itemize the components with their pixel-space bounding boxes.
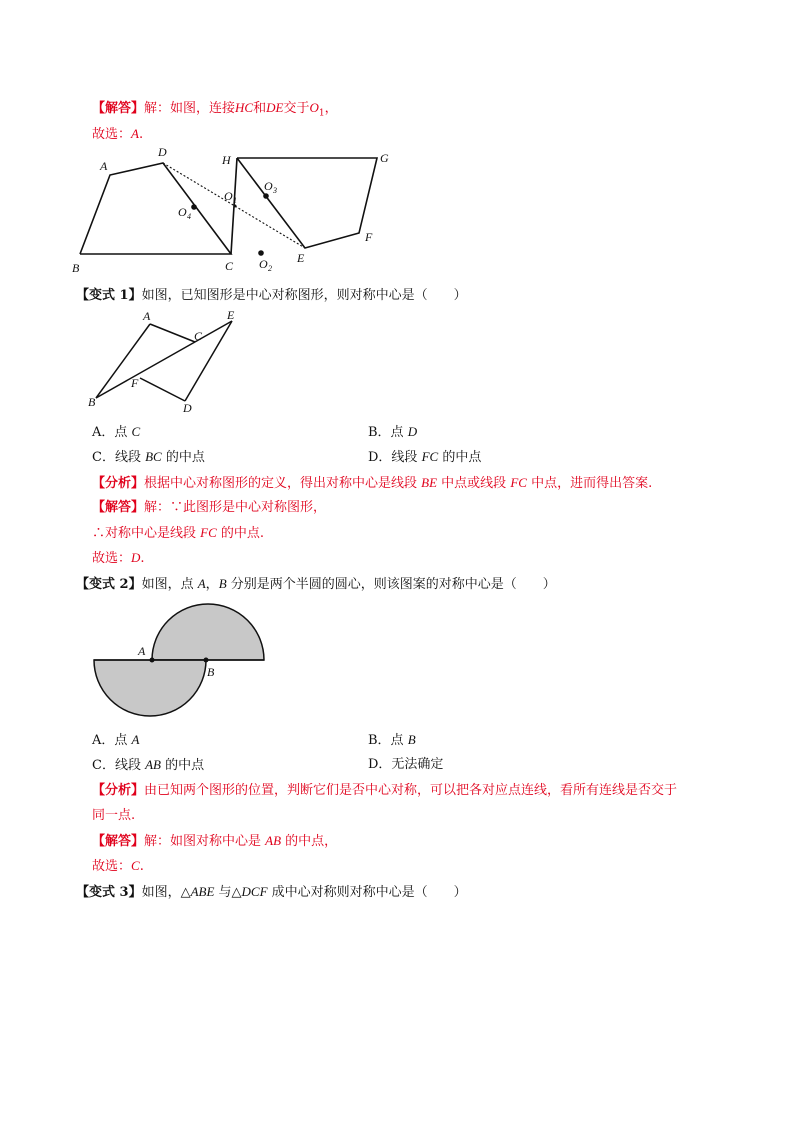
- v1-label-a: A: [143, 309, 151, 323]
- label-o1: O: [224, 189, 233, 203]
- v1-answer-text2b: 的中点.: [216, 526, 265, 541]
- label-o3: O: [264, 179, 273, 193]
- variant3-tag: 【变式 3】: [76, 885, 142, 900]
- v2-option-a-label: A．点: [92, 733, 132, 748]
- v2-option-d-label: D．无法确定: [368, 757, 444, 772]
- v2-option-b-label: B．点: [368, 733, 408, 748]
- point-o1: O: [309, 100, 319, 115]
- v1-analysis-text3: 中点，进而得出答案.: [526, 476, 653, 491]
- label-e: E: [297, 251, 305, 265]
- v2-option-d[interactable]: [368, 756, 443, 774]
- v2-answer-text1: 解：如图对称中心是: [144, 834, 266, 849]
- v2-option-b[interactable]: [368, 731, 416, 750]
- choose-value: A: [131, 126, 139, 141]
- v1-analysis: [92, 474, 652, 493]
- and-text: 和: [253, 101, 267, 116]
- comma: ，: [324, 101, 338, 116]
- top-answer-line: [92, 99, 338, 123]
- v2-option-a[interactable]: [92, 731, 139, 750]
- figure-variant2-semicircles: [90, 600, 270, 725]
- figure-symmetric-shapes: [60, 140, 420, 280]
- v2-answer: [92, 832, 337, 851]
- label-h: H: [222, 153, 231, 167]
- v2-option-c[interactable]: [92, 756, 204, 775]
- v3-q-abe: ABE: [190, 884, 215, 899]
- v1-option-d-value: FC: [421, 449, 439, 464]
- lower-semicircle: [94, 660, 206, 716]
- label-o4: O: [178, 205, 187, 219]
- v1-answer-fc: FC: [200, 525, 217, 540]
- v1-option-c-value: BC: [145, 449, 162, 464]
- v2-option-a-value: A: [131, 732, 140, 747]
- v1-analysis-be: BE: [421, 475, 438, 490]
- label-g: G: [380, 151, 389, 165]
- v2-q-text2: 分别是两个半圆的圆心，则该图案的对称中心是（ ）: [226, 577, 556, 592]
- v1-choose-prefix: 故选：: [92, 551, 132, 566]
- v1-label-d: D: [183, 401, 192, 415]
- v1-analysis-text2: 中点或线段: [437, 476, 511, 491]
- upper-semicircle: [152, 604, 264, 660]
- choose-period: .: [138, 127, 144, 142]
- v1-choose-value: D: [131, 550, 141, 565]
- v1-choose-period: .: [140, 551, 145, 566]
- v2-label-a: A: [138, 644, 146, 658]
- label-b: B: [72, 261, 80, 275]
- point-b: [204, 658, 209, 663]
- v1-choose: [92, 549, 145, 568]
- left-shape-outline: [80, 163, 231, 254]
- v1-option-d[interactable]: [368, 448, 481, 467]
- v2-answer-text2: 的中点，: [281, 834, 338, 849]
- right-shape-outline: [237, 158, 377, 248]
- v2-q-a: A: [197, 576, 206, 591]
- v1-answer-tag: 【解答】: [92, 500, 145, 515]
- v1-option-b-value: D: [407, 424, 418, 439]
- v1-analysis-fc: FC: [510, 475, 527, 490]
- v1-analysis-text1: 根据中心对称图形的定义，得出对称中心是线段: [144, 476, 422, 491]
- label-o1-sub: 1: [233, 196, 237, 205]
- variant1-question-text: 如图，已知图形是中心对称图形，则对称中心是（ ）: [141, 288, 467, 303]
- v2-answer-ab: AB: [265, 833, 282, 848]
- figure-variant1-parallelograms: [80, 305, 250, 415]
- v1-label-b: B: [88, 395, 96, 409]
- v1-option-a[interactable]: [92, 423, 140, 442]
- v2-analysis-text2: 同一点.: [92, 808, 136, 823]
- v1-option-b[interactable]: [368, 423, 417, 442]
- v1-option-a-label: A．点: [92, 425, 132, 440]
- v2-label-b: B: [207, 665, 215, 679]
- v3-q-text2: 与△: [214, 885, 242, 900]
- v1-analysis-tag: 【分析】: [92, 476, 145, 491]
- v2-q-text1: 如图，点: [141, 577, 198, 592]
- v3-q-text3: 成中心对称则对称中心是（ ）: [267, 885, 467, 900]
- v1-option-c-label: C．线段: [92, 450, 146, 465]
- point-o4: [191, 204, 197, 210]
- v1-option-c-post: 的中点: [161, 450, 205, 465]
- v1-option-d-post: 的中点: [438, 450, 482, 465]
- segment-hc: HC: [235, 100, 254, 115]
- label-a: A: [100, 159, 108, 173]
- v2-choose-prefix: 故选：: [92, 859, 132, 874]
- segment-de: DE: [266, 100, 284, 115]
- v1-label-c: C: [194, 329, 203, 343]
- v2-choose: [92, 857, 144, 876]
- v1-label-f: F: [131, 376, 139, 390]
- v1-answer-2: [92, 524, 264, 543]
- point-o1-sub: 1: [318, 108, 325, 119]
- point-o3: [263, 193, 269, 199]
- v2-q-b: B: [218, 576, 227, 591]
- v2-analysis-tag: 【分析】: [92, 783, 145, 798]
- label-f: F: [365, 230, 373, 244]
- v1-option-a-value: C: [131, 424, 141, 439]
- v2-q-comma: ，: [205, 577, 219, 592]
- v1-answer-1: [92, 499, 326, 517]
- v2-analysis-2: [92, 807, 135, 825]
- variant2-tag: 【变式 2】: [76, 577, 142, 592]
- v1-option-c[interactable]: [92, 448, 205, 467]
- variant2-question: [76, 575, 556, 594]
- v2-option-c-label: C．线段: [92, 758, 146, 773]
- variant1-question: [76, 287, 467, 305]
- v2-analysis-1: [92, 782, 677, 800]
- v2-option-b-value: B: [407, 732, 416, 747]
- v2-choose-period: .: [139, 859, 144, 874]
- label-o4-sub: 4: [187, 212, 191, 221]
- v1-option-b-label: B．点: [368, 425, 408, 440]
- choose-prefix: 故选：: [92, 127, 132, 142]
- answer-tag: 【解答】: [92, 101, 145, 116]
- label-o2: O: [259, 257, 268, 271]
- point-a: [150, 658, 155, 663]
- v2-option-c-value: AB: [145, 757, 161, 772]
- variant3-question: [76, 883, 467, 902]
- v2-choose-value: C: [131, 858, 140, 873]
- answer-text: 解：如图，连接: [144, 101, 236, 116]
- v1-answer-text1: 解：∵此图形是中心对称图形，: [144, 500, 327, 515]
- intersect-text: 交于: [283, 101, 310, 116]
- v3-q-text1: 如图，△: [141, 885, 191, 900]
- v1-answer-text2a: ∴对称中心是线段: [92, 526, 201, 541]
- v3-q-dcf: DCF: [241, 884, 268, 899]
- point-o2: [258, 250, 264, 256]
- label-d: D: [158, 145, 167, 159]
- label-o3-sub: 3: [273, 186, 277, 195]
- v2-option-c-post: 的中点: [160, 758, 205, 773]
- v1-label-e: E: [227, 308, 235, 322]
- v2-answer-tag: 【解答】: [92, 834, 145, 849]
- label-c: C: [225, 259, 234, 273]
- v1-option-d-label: D．线段: [368, 450, 422, 465]
- variant1-tag: 【变式 1】: [76, 288, 142, 303]
- label-o2-sub: 2: [268, 264, 272, 273]
- v2-analysis-text1: 由已知两个图形的位置，判断它们是否中心对称，可以把各对应点连线，看所有连线是否交于: [144, 783, 678, 798]
